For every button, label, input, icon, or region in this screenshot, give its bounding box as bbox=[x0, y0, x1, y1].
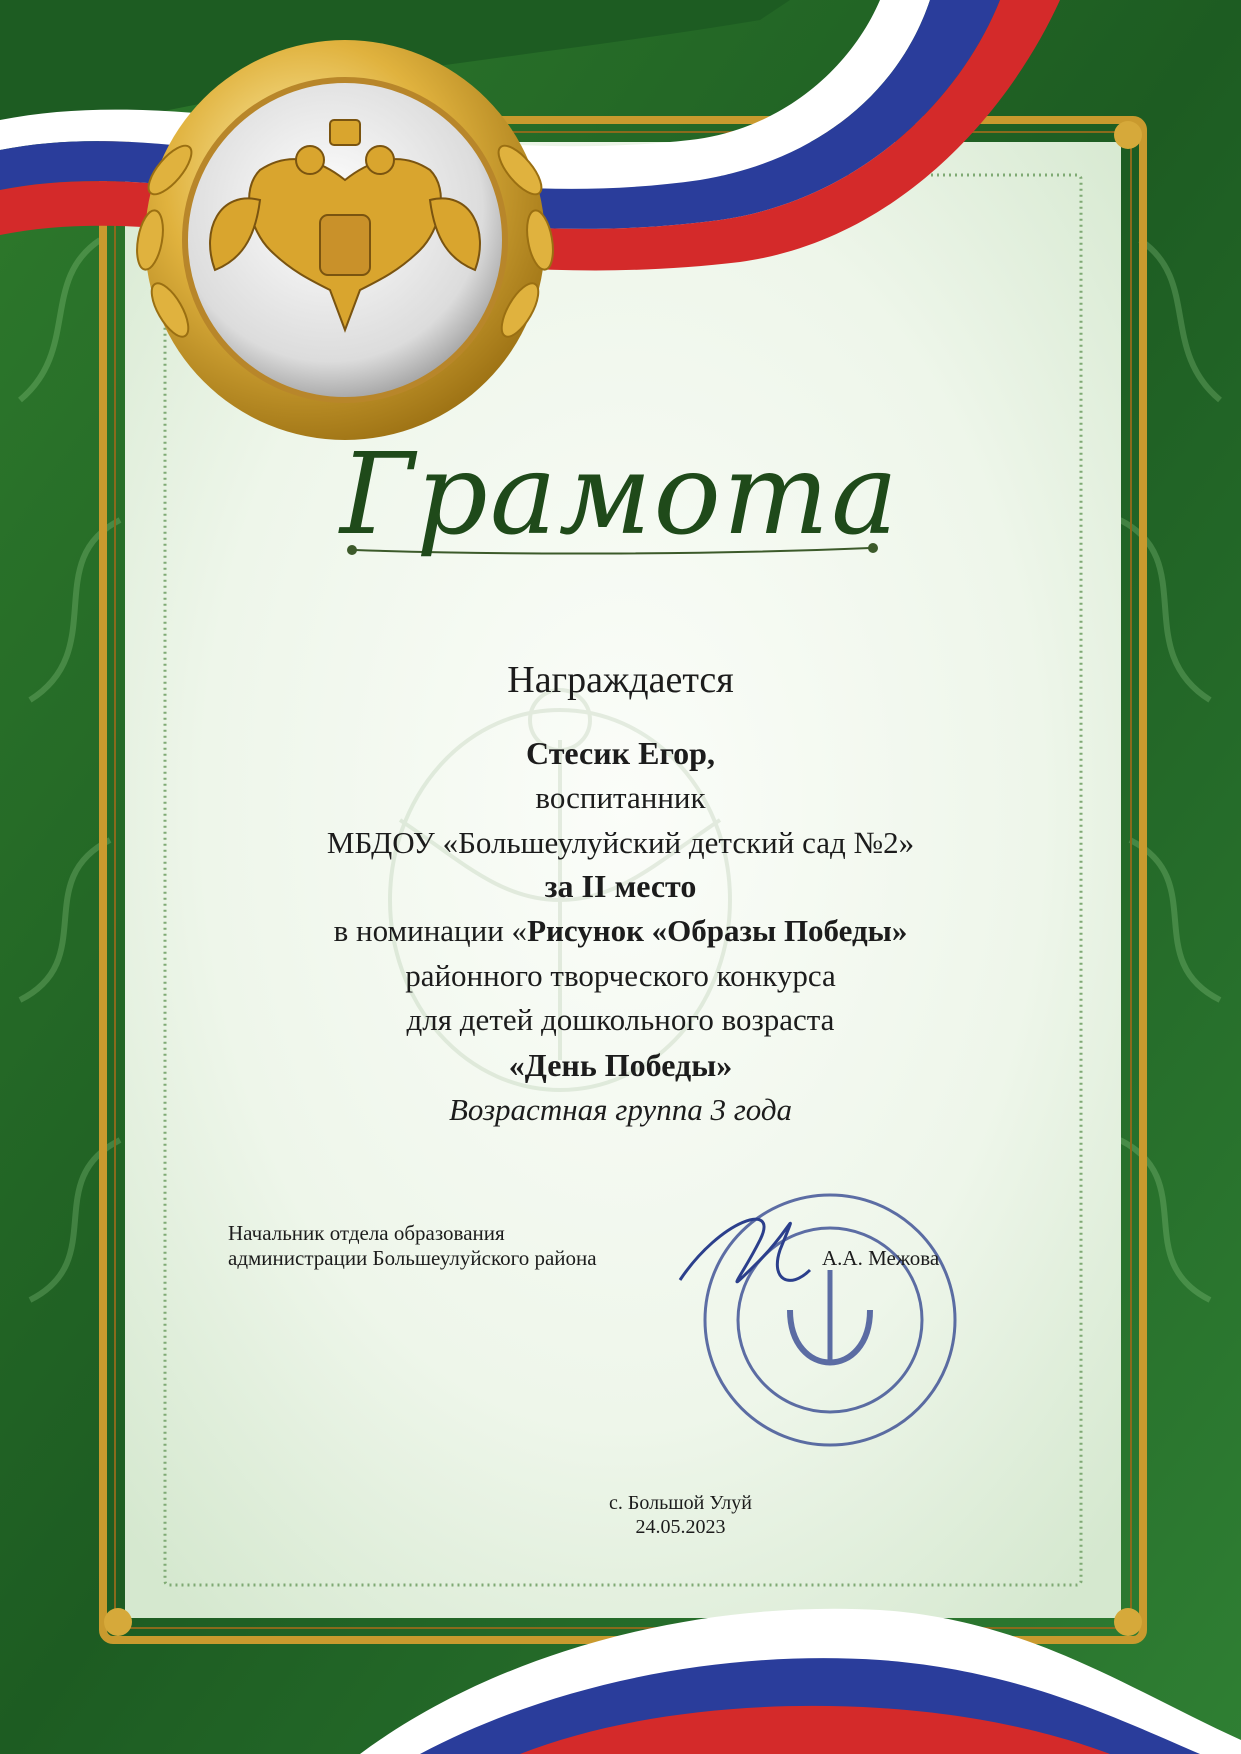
contest-name: «День Победы» bbox=[508, 1047, 733, 1083]
institution-name: МБДОУ «Большеулуйский детский сад №2» bbox=[326, 825, 915, 860]
signer-position-1: Начальник отдела образования bbox=[228, 1221, 505, 1245]
awarded-line: Награждается bbox=[507, 659, 734, 701]
footer-date: 24.05.2023 bbox=[635, 1516, 726, 1538]
title-text: Грамота bbox=[340, 430, 900, 560]
signer-name: А.А. Межова bbox=[822, 1246, 940, 1270]
age-group: Возрастная группа 3 года bbox=[448, 1092, 793, 1127]
nomination-name: Рисунок «Образы Победы» bbox=[527, 913, 908, 948]
place-line: за II место bbox=[544, 868, 697, 904]
nomination-line bbox=[0, 913, 1241, 949]
nomination-prefix: в номинации « bbox=[333, 913, 528, 948]
contest-line-1: районного творческого конкурса bbox=[405, 958, 836, 993]
contest-line-2: для детей дошкольного возраста bbox=[406, 1002, 835, 1037]
recipient-name: Стесик Егор, bbox=[526, 735, 715, 771]
footer-place: с. Большой Улуй bbox=[609, 1492, 752, 1514]
certificate-title bbox=[340, 420, 900, 570]
recipient-role: воспитанник bbox=[535, 780, 706, 815]
signer-position-2: администрации Большеулуйского района bbox=[228, 1246, 597, 1270]
